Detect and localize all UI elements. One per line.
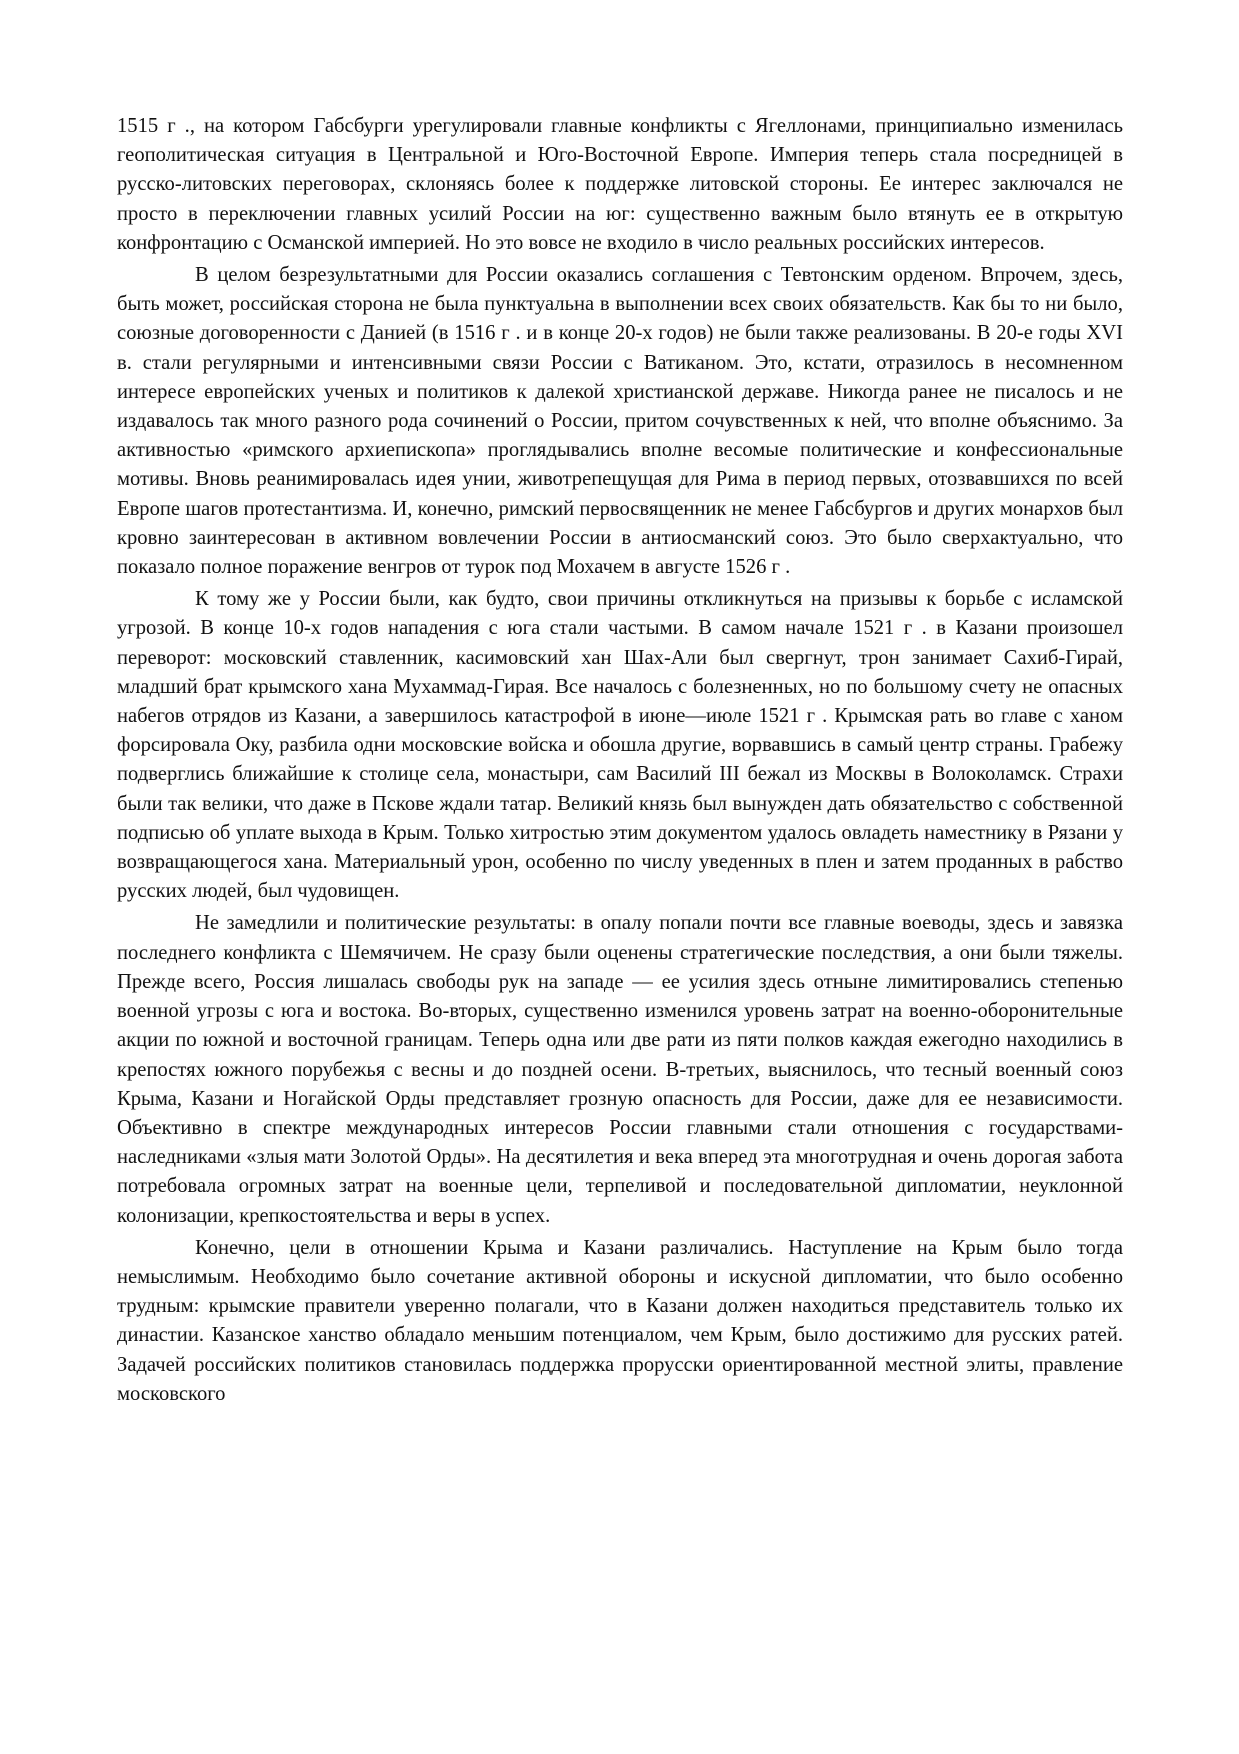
paragraph: Конечно, цели в отношении Крыма и Казани различались. Наступление на Крым было тогда немыслимым. Необходимо было сочетание активной обороны и искусной дипломатии, что было особенно трудным: крымские правители уверенно полагали, что в Казани должен находиться представитель только их династии. Казанское ханство обладало меньшим потенциалом, чем Крым, было достижимо для русских ратей. Задачей российских политиков становилась поддержка прорусски ориентированной местной элиты, правление московского — [117, 1236, 1123, 1405]
paragraph: 1515 г ., на котором Габсбурги урегулировали главные конфликты с Ягеллонами, принципиально изменилась геополитическая ситуация в Центральной и Юго-Восточной Европе. Империя теперь стала посредницей в русско-литовских переговорах, склоняясь более к поддержке литовской стороны. Ее интерес заключался не просто в переключении главных усилий России на юг: существенно важным было втянуть ее в открытую конфронтацию с Османской империей. Но это вовсе не входило в число реальных российских интересов. — [117, 115, 1123, 254]
paragraph: Не замедлили и политические результаты: в опалу попали почти все главные воеводы, здесь и завязка последнего конфликта с Шемячичем. Не сразу были оценены стратегические последствия, а они были тяжелы. Прежде всего, Россия лишалась свободы рук на западе — ее усилия здесь отныне лимитировались степенью военной угрозы с юга и востока. Во-вторых, существенно изменился уровень затрат на военно-оборонительные акции по южной и восточной границам. Теперь одна или две рати из пяти полков каждая ежегодно находились в крепостях южного порубежья с весны и до поздней осени. В-третьих, выяснилось, что тесный военный союз Крыма, Казани и Ногайской Орды представляет грозную опасность для России, даже для ее независимости. Объективно в спектре международных интересов России главными стали отношения с государствами-наследниками «злыя мати Золотой Орды». На десятилетия и века вперед эта многотрудная и очень дорогая забота потребовала огромных затрат на военные цели, терпеливой и последовательной дипломатии, неуклонной колонизации, крепкостоятельства и веры в успех. — [117, 912, 1123, 1227]
document-page — [117, 112, 1123, 1412]
paragraph: В целом безрезультатными для России оказались соглашения с Тевтонским орденом. Впрочем, здесь, быть может, российская сторона не была пунктуальна в выполнении всех своих обязательств. Как бы то ни было, союзные договоренности с Данией (в 1516 г . и в конце 20-х годов) не были также реализованы. В 20-е годы XVI в. стали регулярными и интенсивными связи России с Ватиканом. Это, кстати, отразилось в несомненном интересе европейских ученых и политиков к далекой христианской державе. Никогда ранее не писалось и не издавалось так много разного рода сочинений о России, притом сочувственных к ней, что вполне объяснимо. За активностью «римского архиепископа» проглядывались вполне весомые политические и конфессиональные мотивы. Вновь реанимировалась идея унии, животрепещущая для Рима в период первых, отозвавшихся по всей Европе шагов протестантизма. И, конечно, римский первосвященник не менее Габсбургов и других монархов был кровно заинтересован в активном вовлечении России в антиосманский союз. Это было сверхактуально, что показало полное поражение венгров от турок под Мохачем в августе 1526 г . — [117, 264, 1123, 579]
paragraph: К тому же у России были, как будто, свои причины откликнуться на призывы к борьбе с исламской угрозой. В конце 10-х годов нападения с юга стали частыми. В самом начале 1521 г . в Казани произошел переворот: московский ставленник, касимовский хан Шах-Али был свергнут, трон занимает Сахиб-Гирай, младший брат крымского хана Мухаммад-Гирая. Все началось с болезненных, но по большому счету не опасных набегов отрядов из Казани, а завершилось катастрофой в июне—июле 1521 г . Крымская рать во главе с ханом форсировала Оку, разбила одни московские войска и обошла другие, ворвавшись в самый центр страны. Грабежу подверглись ближайшие к столице села, монастыри, сам Василий III бежал из Москвы в Волоколамск. Страхи были так велики, что даже в Пскове ждали татар. Великий князь был вынужден дать обязательство с собственной подписью об уплате выхода в Крым. Только хитростью этим документом удалось овладеть наместнику в Рязани у возвращающегося хана. Материальный урон, особенно по числу уведенных в плен и затем проданных в рабство русских людей, был чудовищен. — [117, 588, 1123, 903]
